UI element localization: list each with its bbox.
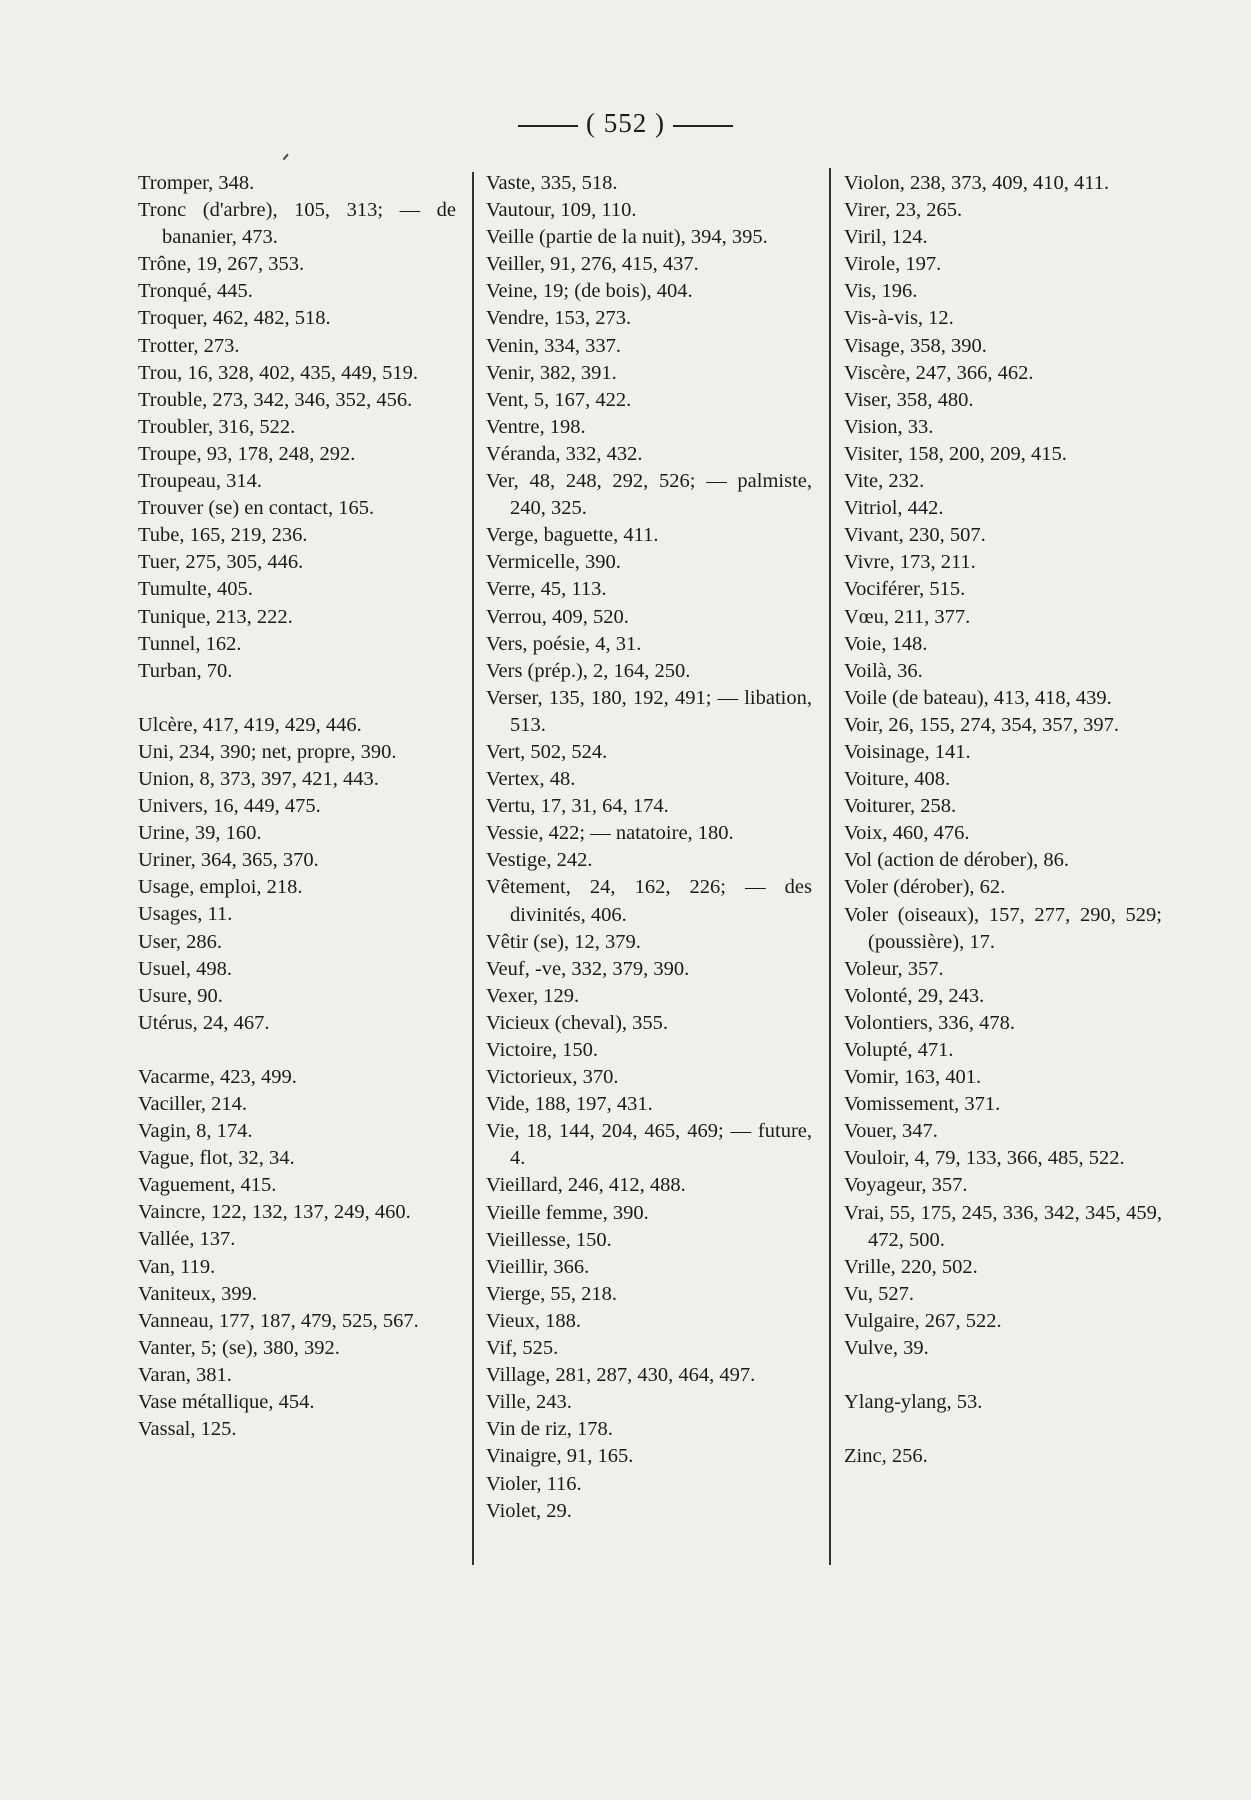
index-entry: Troubler, 316, 522.: [138, 415, 296, 438]
index-entry: Vomissement, 371.: [844, 1093, 1001, 1116]
index-entry: Voile (de bateau), 413, 418, 439.: [844, 686, 1112, 709]
index-entry: Vertu, 17, 31, 64, 174.: [486, 795, 669, 818]
index-entry: Voiture, 408.: [844, 768, 951, 791]
index-entry: Vexer, 129.: [486, 984, 580, 1007]
right-ornament: [673, 125, 733, 127]
index-entry: Tumulte, 405.: [138, 578, 253, 601]
column-divider-2: [829, 168, 831, 1565]
index-entry: Vif, 525.: [486, 1337, 559, 1360]
index-entry: Tuer, 275, 305, 446.: [138, 551, 304, 574]
index-entry: Tube, 165, 219, 236.: [138, 524, 308, 547]
index-entry: Veuf, -ve, 332, 379, 390.: [486, 957, 690, 980]
index-entry: Vertex, 48.: [486, 768, 576, 791]
index-entry: Trouver (se) en contact, 165.: [138, 497, 375, 520]
page-number: 552: [603, 108, 648, 138]
section-gap: [844, 1362, 1162, 1389]
index-entry: Voix, 460, 476.: [844, 822, 970, 845]
index-column-1: [138, 170, 456, 1443]
index-column-2: [486, 170, 812, 1525]
index-entry: Voler (dérober), 62.: [844, 876, 1006, 899]
index-entry: Véranda, 332, 432.: [486, 442, 643, 465]
index-entry: Vague, flot, 32, 34.: [138, 1147, 295, 1170]
index-entry: Vol (action de dérober), 86.: [844, 849, 1070, 872]
index-entry: Virer, 23, 265.: [844, 199, 963, 222]
index-entry: Tronqué, 445.: [138, 280, 253, 303]
index-entry: Voisinage, 141.: [844, 740, 971, 763]
index-entry: Van, 119.: [138, 1255, 216, 1278]
index-entry: Vaniteux, 399.: [138, 1282, 257, 1305]
index-entry: Vaincre, 122, 132, 137, 249, 460.: [138, 1201, 411, 1224]
index-entry: Vanneau, 177, 187, 479, 525, 567.: [138, 1309, 419, 1332]
index-entry: Vermicelle, 390.: [486, 551, 621, 574]
index-entry: Usuel, 498.: [138, 957, 232, 980]
index-entry: Village, 281, 287, 430, 464, 497.: [486, 1364, 756, 1387]
index-entry: Violon, 238, 373, 409, 410, 411.: [844, 172, 1110, 194]
index-entry: Viser, 358, 480.: [844, 388, 974, 411]
index-entry: Vallée, 137.: [138, 1228, 236, 1251]
index-entry: Voyageur, 357.: [844, 1174, 968, 1197]
index-entry: Vers (prép.), 2, 164, 250.: [486, 659, 691, 682]
index-entry: Vassal, 125.: [138, 1418, 237, 1441]
index-entry: Vaguement, 415.: [138, 1174, 277, 1197]
index-entry: Verre, 45, 113.: [486, 578, 607, 601]
section-gap: [138, 685, 456, 712]
index-entry: Venin, 334, 337.: [486, 334, 621, 357]
index-entry: Trou, 16, 328, 402, 435, 449, 519.: [138, 361, 419, 384]
index-entry: Violer, 116.: [486, 1472, 582, 1495]
index-entry: Vacarme, 423, 499.: [138, 1065, 297, 1088]
index-entry: Tunique, 213, 222.: [138, 605, 293, 628]
index-entry: Vrille, 220, 502.: [844, 1255, 978, 1278]
index-entry: Turban, 70.: [138, 659, 233, 682]
index-entry: Troupe, 93, 178, 248, 292.: [138, 442, 356, 465]
index-entry: Vieille femme, 390.: [486, 1201, 649, 1224]
index-entry: Utérus, 24, 467.: [138, 1011, 270, 1034]
index-entry: Vouer, 347.: [844, 1120, 938, 1143]
index-entry: Venir, 382, 391.: [486, 361, 617, 384]
index-entry: Viscère, 247, 366, 462.: [844, 361, 1034, 384]
index-entry: Urine, 39, 160.: [138, 822, 262, 845]
page-number-header: ( 552 ): [0, 108, 1251, 139]
index-column-3: [844, 170, 1162, 1470]
index-entry: Vulgaire, 267, 522.: [844, 1309, 1002, 1332]
index-entry: Vers, poésie, 4, 31.: [486, 632, 642, 655]
index-entry: Tromper, 348.: [138, 172, 255, 194]
index-entry: Trotter, 273.: [138, 334, 240, 357]
index-entry: Viril, 124.: [844, 226, 928, 249]
index-entry: Vinaigre, 91, 165.: [486, 1445, 634, 1468]
index-entry: Vêtement, 24, 162, 226; — des divinités, 406.: [486, 876, 812, 926]
index-entry: Vestige, 242.: [486, 849, 593, 872]
index-entry: Violet, 29.: [486, 1499, 572, 1522]
index-entry: Veille (partie de la nuit), 394, 395.: [486, 226, 768, 249]
index-entry: Vaciller, 214.: [138, 1093, 248, 1115]
index-entry: Vieux, 188.: [486, 1309, 581, 1332]
index-entry: Tunnel, 162.: [138, 632, 242, 655]
index-entry: Vrai, 55, 175, 245, 336, 342, 345, 459, 472, 500.: [844, 1201, 1162, 1251]
index-entry: Volupté, 471.: [844, 1039, 954, 1061]
index-entry: Vite, 232.: [844, 470, 925, 493]
index-entry: Volontiers, 336, 478.: [844, 1011, 1016, 1034]
index-entry: Victorieux, 370.: [486, 1066, 619, 1089]
index-entry: Vis, 196.: [844, 280, 918, 303]
index-entry: Voilà, 36.: [844, 659, 923, 682]
index-entry: Troupeau, 314.: [138, 470, 262, 493]
index-entry: Vêtir (se), 12, 379.: [486, 930, 641, 953]
index-entry: Vivant, 230, 507.: [844, 524, 986, 547]
left-ornament: [518, 125, 578, 127]
index-entry: User, 286.: [138, 930, 223, 953]
index-entry: Varan, 381.: [138, 1363, 232, 1386]
index-entry: Vagin, 8, 174.: [138, 1120, 253, 1143]
index-entry: Ulcère, 417, 419, 429, 446.: [138, 713, 362, 736]
index-entry: Veine, 19; (de bois), 404.: [486, 280, 693, 303]
index-entry: Vulve, 39.: [844, 1337, 929, 1360]
column-divider-1: [472, 172, 474, 1565]
index-entry: Ylang-ylang, 53.: [844, 1391, 983, 1414]
index-entry: Uriner, 364, 365, 370.: [138, 849, 319, 872]
index-entry: Verge, baguette, 411.: [486, 524, 659, 547]
stray-mark: [283, 154, 289, 160]
index-entry: Voie, 148.: [844, 632, 928, 655]
index-entry: Vomir, 163, 401.: [844, 1066, 982, 1089]
index-entry: Victoire, 150.: [486, 1039, 599, 1061]
index-entry: Visage, 358, 390.: [844, 334, 987, 357]
index-entry: Vert, 502, 524.: [486, 740, 608, 763]
index-entry: Vicieux (cheval), 355.: [486, 1011, 669, 1034]
index-entry: Vaste, 335, 518.: [486, 172, 618, 194]
index-entry: Vis-à-vis, 12.: [844, 307, 954, 330]
index-entry: Vu, 527.: [844, 1282, 914, 1305]
index-entry: Volonté, 29, 243.: [844, 984, 985, 1007]
index-entry: Usure, 90.: [138, 984, 223, 1007]
index-entry: Voleur, 357.: [844, 957, 944, 980]
index-entry: Troquer, 462, 482, 518.: [138, 307, 331, 330]
index-entry: Trouble, 273, 342, 346, 352, 456.: [138, 388, 413, 411]
index-entry: Vendre, 153, 273.: [486, 307, 632, 330]
index-entry: Ver, 48, 248, 292, 526; — palmiste, 240, 325.: [486, 470, 812, 520]
index-entry: Vivre, 173, 211.: [844, 551, 976, 574]
section-gap: [844, 1416, 1162, 1443]
index-entry: Verser, 135, 180, 192, 491; — libation, 513.: [486, 686, 812, 736]
index-entry: Voir, 26, 155, 274, 354, 357, 397.: [844, 713, 1119, 736]
index-entry: Vin de riz, 178.: [486, 1418, 613, 1441]
index-entry: Vieillard, 246, 412, 488.: [486, 1174, 686, 1197]
index-entry: Vision, 33.: [844, 415, 934, 438]
index-entry: Tronc (d'arbre), 105, 313; — de bananier, 473.: [138, 199, 456, 249]
index-entry: Vierge, 55, 218.: [486, 1282, 618, 1305]
index-entry: Trône, 19, 267, 353.: [138, 253, 305, 276]
section-gap: [138, 1037, 456, 1064]
index-entry: Univers, 16, 449, 475.: [138, 795, 321, 818]
index-entry: Vessie, 422; — natatoire, 180.: [486, 822, 734, 845]
index-entry: Vie, 18, 144, 204, 465, 469; — future, 4.: [486, 1120, 812, 1170]
index-entry: Zinc, 256.: [844, 1445, 928, 1468]
index-entry: Voler (oiseaux), 157, 277, 290, 529; (poussière), 17.: [844, 903, 1162, 953]
index-entry: Vase métallique, 454.: [138, 1391, 315, 1414]
index-entry: Voiturer, 258.: [844, 795, 957, 818]
index-entry: Uni, 234, 390; net, propre, 390.: [138, 740, 397, 763]
index-entry: Vautour, 109, 110.: [486, 199, 637, 222]
index-entry: Vide, 188, 197, 431.: [486, 1093, 653, 1116]
index-entry: Ville, 243.: [486, 1391, 572, 1414]
index-entry: Vœu, 211, 377.: [844, 605, 971, 628]
index-entry: Vieillesse, 150.: [486, 1228, 612, 1251]
index-entry: Vociférer, 515.: [844, 578, 966, 601]
index-entry: Visiter, 158, 200, 209, 415.: [844, 442, 1067, 465]
index-entry: Verrou, 409, 520.: [486, 605, 629, 628]
index-entry: Veiller, 91, 276, 415, 437.: [486, 253, 699, 276]
index-entry: Vitriol, 442.: [844, 497, 944, 520]
index-entry: Vent, 5, 167, 422.: [486, 388, 632, 411]
index-entry: Vouloir, 4, 79, 133, 366, 485, 522.: [844, 1147, 1125, 1170]
index-entry: Ventre, 198.: [486, 415, 586, 438]
index-entry: Vieillir, 366.: [486, 1255, 590, 1278]
index-entry: Virole, 197.: [844, 253, 942, 276]
index-entry: Vanter, 5; (se), 380, 392.: [138, 1336, 340, 1359]
index-entry: Usages, 11.: [138, 903, 233, 926]
index-entry: Usage, emploi, 218.: [138, 876, 303, 899]
index-entry: Union, 8, 373, 397, 421, 443.: [138, 767, 379, 790]
